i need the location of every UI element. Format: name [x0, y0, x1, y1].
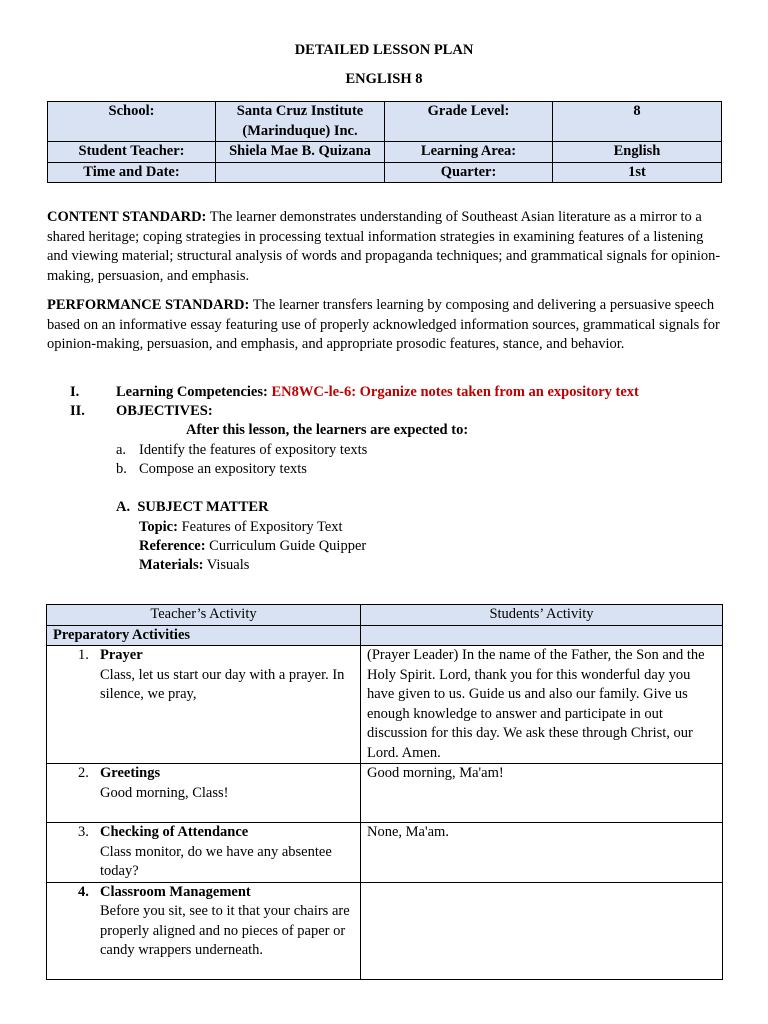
reference-line	[139, 537, 366, 557]
preparatory-activities-label: Preparatory Activities	[47, 625, 361, 646]
objective-letter: a.	[116, 442, 127, 458]
student-activity-cell	[361, 823, 723, 883]
materials-value: Visuals	[203, 557, 250, 573]
teacher-value: Shiela Mae B. Quizana	[216, 142, 385, 163]
info-table	[47, 101, 722, 183]
competencies-line	[116, 383, 639, 403]
time-value	[216, 162, 385, 183]
activity-number: 4.	[78, 883, 89, 900]
content-standard-text: The learner demonstrates understanding of Southeast Asian literature as a mirror to a shared heritage; coping strategies in processing textual information strategies in examining features of a listening and viewing material; structural analysis of words and propaganda techniques; and grammatical signals for opinion- making, persuasion, and emphasis.	[47, 209, 721, 284]
activity-title: Checking of Attendance	[100, 824, 249, 840]
quarter-label: Quarter:	[385, 162, 553, 183]
student-activity-text: Good morning, Ma'am!	[367, 765, 504, 781]
table-row	[47, 646, 723, 764]
students-activity-header: Students’ Activity	[361, 605, 723, 626]
topic-line	[139, 518, 343, 538]
reference-value: Curriculum Guide Quipper	[205, 538, 367, 554]
subject-matter-heading: A. SUBJECT MATTER	[116, 499, 269, 515]
content-standard-label: CONTENT STANDARD:	[47, 209, 207, 225]
teacher-activity-cell	[47, 823, 361, 883]
performance-standard	[47, 296, 722, 355]
content-standard	[47, 208, 722, 286]
materials-line	[139, 556, 249, 576]
competencies-number: I.	[70, 384, 80, 400]
student-activity-cell	[361, 764, 723, 823]
student-activity-cell	[361, 882, 723, 979]
performance-standard-label: PERFORMANCE STANDARD:	[47, 297, 250, 313]
school-label: School:	[48, 102, 216, 142]
student-activity-cell	[361, 646, 723, 764]
activity-number: 3.	[78, 824, 89, 840]
teacher-activity-cell	[47, 646, 361, 764]
topic-label: Topic:	[139, 519, 178, 535]
grade-label: Grade Level:	[385, 102, 553, 142]
activity-number: 1.	[78, 647, 89, 663]
school-value-line2: (Marinduque) Inc.	[242, 122, 358, 139]
table-row	[47, 823, 723, 883]
teacher-activity-cell	[47, 882, 361, 979]
topic-value: Features of Expository Text	[177, 519, 343, 535]
teacher-activity-header: Teacher’s Activity	[47, 605, 361, 626]
student-activity-text: None, Ma'am.	[367, 824, 449, 840]
objectives-label: OBJECTIVES:	[116, 403, 213, 419]
performance-standard-text: The learner transfers learning by composing and delivering a persuasive speech based on an informative essay featuring use of properly acknowledged information sources, grammatical signals for opinion-making, persuasion, and emphasis, and appropriate prosodic features, stance, and behavior.	[47, 297, 720, 352]
activity-title: Prayer	[100, 647, 143, 663]
area-value: English	[553, 142, 722, 163]
reference-label: Reference:	[139, 538, 206, 554]
preparatory-empty-cell	[361, 625, 723, 646]
teacher-activity-text: Class monitor, do we have any absentee today?	[100, 843, 332, 879]
objectives-intro: After this lesson, the learners are expected to:	[186, 422, 469, 438]
objective-item: Compose an expository texts	[139, 461, 307, 477]
activity-number: 2.	[78, 765, 89, 781]
table-row	[47, 764, 723, 823]
objective-item: Identify the features of expository texts	[139, 442, 368, 458]
grade-value: 8	[553, 102, 722, 142]
objective-letter: b.	[116, 461, 127, 477]
school-value	[216, 102, 385, 142]
teacher-activity-cell	[47, 764, 361, 823]
activity-table	[46, 604, 723, 980]
teacher-activity-text: Good morning, Class!	[100, 784, 229, 801]
school-value-line1: Santa Cruz Institute	[236, 103, 364, 119]
preparatory-row	[47, 625, 723, 646]
table-row	[47, 882, 723, 979]
teacher-activity-text: Class, let us start our day with a prayer. In silence, we pray,	[100, 666, 345, 702]
competencies-label: Learning Competencies:	[116, 384, 272, 400]
competencies-code: EN8WC-le-6: Organize notes taken from an expository text	[271, 384, 639, 400]
materials-label: Materials:	[139, 557, 204, 573]
teacher-activity-text: Before you sit, see to it that your chairs are properly aligned and no pieces of paper or candy wrappers underneath.	[100, 903, 350, 958]
area-label: Learning Area:	[385, 142, 553, 163]
objectives-number: II.	[70, 403, 85, 419]
document-title: DETAILED LESSON PLAN	[294, 42, 474, 58]
time-label: Time and Date:	[48, 162, 216, 183]
info-row-teacher	[48, 142, 722, 163]
info-row-school	[48, 102, 722, 142]
document-subtitle: ENGLISH 8	[345, 71, 423, 87]
info-row-time	[48, 162, 722, 183]
student-activity-text: (Prayer Leader) In the name of the Father, the Son and the Holy Spirit. Lord, thank you for this wonderful day you have given to us. Guide us and also our family. Give us enough knowledge to answer and participate in out discussion for this day. We ask these through Christ, our Lord. Amen.	[367, 647, 705, 761]
activity-title: Classroom Management	[100, 883, 251, 900]
activity-title: Greetings	[100, 765, 161, 781]
quarter-value: 1st	[553, 162, 722, 183]
activity-header-row	[47, 605, 723, 626]
teacher-label: Student Teacher:	[48, 142, 216, 163]
